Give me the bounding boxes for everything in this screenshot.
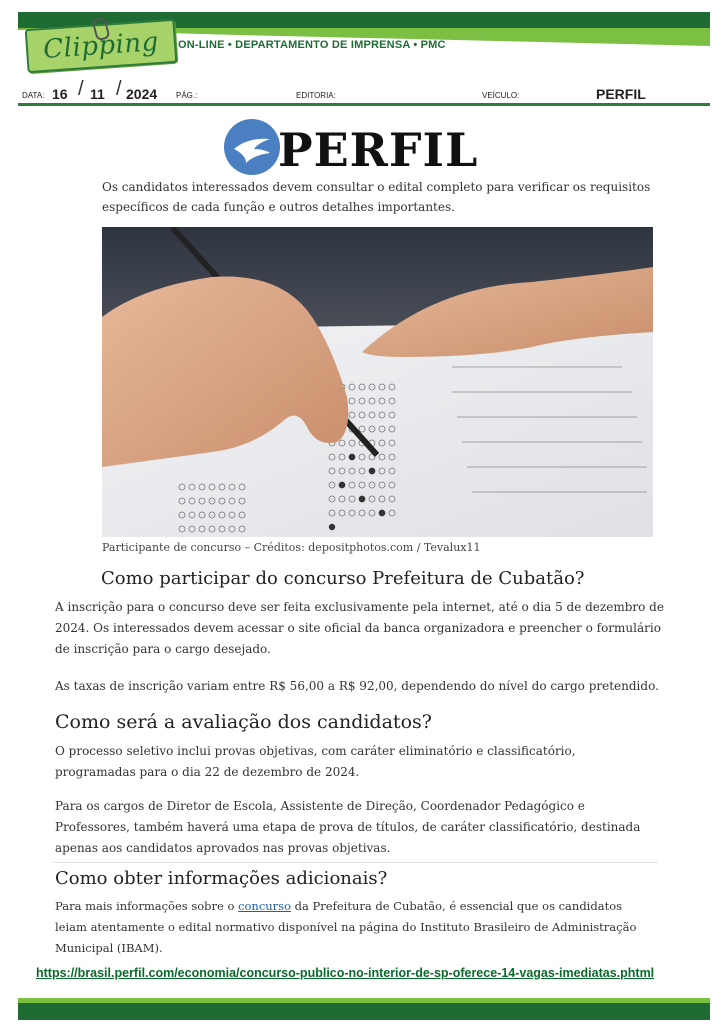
veiculo-label: VEÍCULO: <box>482 91 520 100</box>
article-photo <box>102 227 653 537</box>
clipping-meta-row <box>20 78 710 104</box>
paragraph <box>55 896 645 959</box>
date-label: DATA: <box>22 91 45 100</box>
perfil-logo <box>222 115 484 179</box>
date-year: 2024 <box>126 86 158 102</box>
date-separator: / <box>78 78 84 100</box>
paragraph-text: Para mais informações sobre o <box>55 899 239 913</box>
logo-wordmark: PERFIL <box>278 123 479 177</box>
paragraph: As taxas de inscrição variam entre R$ 56,00 a R$ 92,00, dependendo do nível do cargo pretendido. <box>55 679 659 693</box>
section-heading: Como será a avaliação dos candidatos? <box>55 711 432 733</box>
bird-logo-icon <box>224 119 280 175</box>
date-month: 11 <box>90 86 105 102</box>
paragraph: A inscrição para o concurso deve ser feita exclusivamente pela internet, até o dia 5 de dezembro de 2024. Os interessados devem acessar o site oficial da banca organizadora e preencher o formulário de inscrição para o cargo desejado. <box>55 600 664 656</box>
section-divider <box>52 862 658 863</box>
date-day: 16 <box>52 86 68 102</box>
footer-band <box>18 1003 710 1020</box>
department-title: ON-LINE • DEPARTAMENTO DE IMPRENSA • PMC <box>178 39 446 51</box>
concurso-link[interactable]: concurso <box>238 899 292 913</box>
editoria-label: EDITORIA: <box>296 91 336 100</box>
meta-divider <box>18 103 710 106</box>
paragraph-text: da Prefeitura de Cubatão, é essencial que os candidatos leiam atentamente o edital normativo disponível na página do Instituto Brasileiro de Administração Municipal (IBAM). <box>55 899 637 955</box>
photo-caption: Participante de concurso – Créditos: depositphotos.com / Tevalux11 <box>102 541 481 554</box>
section-heading: Como obter informações adicionais? <box>55 868 388 889</box>
date-separator: / <box>116 78 122 100</box>
paragraph: O processo seletivo inclui provas objetivas, com caráter eliminatório e classificatório, programadas para o dia 22 de dezembro de 2024. <box>55 744 576 779</box>
clipping-badge-text: Clipping <box>42 27 160 65</box>
veiculo-value: PERFIL <box>596 86 646 102</box>
page-label: PÁG.: <box>176 91 198 100</box>
section-heading: Como participar do concurso Prefeitura de Cubatão? <box>101 568 585 589</box>
source-url-link[interactable]: https://brasil.perfil.com/economia/concurso-publico-no-interior-de-sp-oferece-14-vagas-imediatas.phtml <box>36 966 655 980</box>
paragraph: Para os cargos de Diretor de Escola, Assistente de Direção, Coordenador Pedagógico e Professores, também haverá uma etapa de prova de títulos, de caráter classificatório, destinada apenas aos candidatos aprovados nas provas objetivas. <box>55 799 641 855</box>
intro-paragraph: Os candidatos interessados devem consultar o edital completo para verificar os requisitos específicos de cada função e outros detalhes importantes. <box>102 180 651 214</box>
